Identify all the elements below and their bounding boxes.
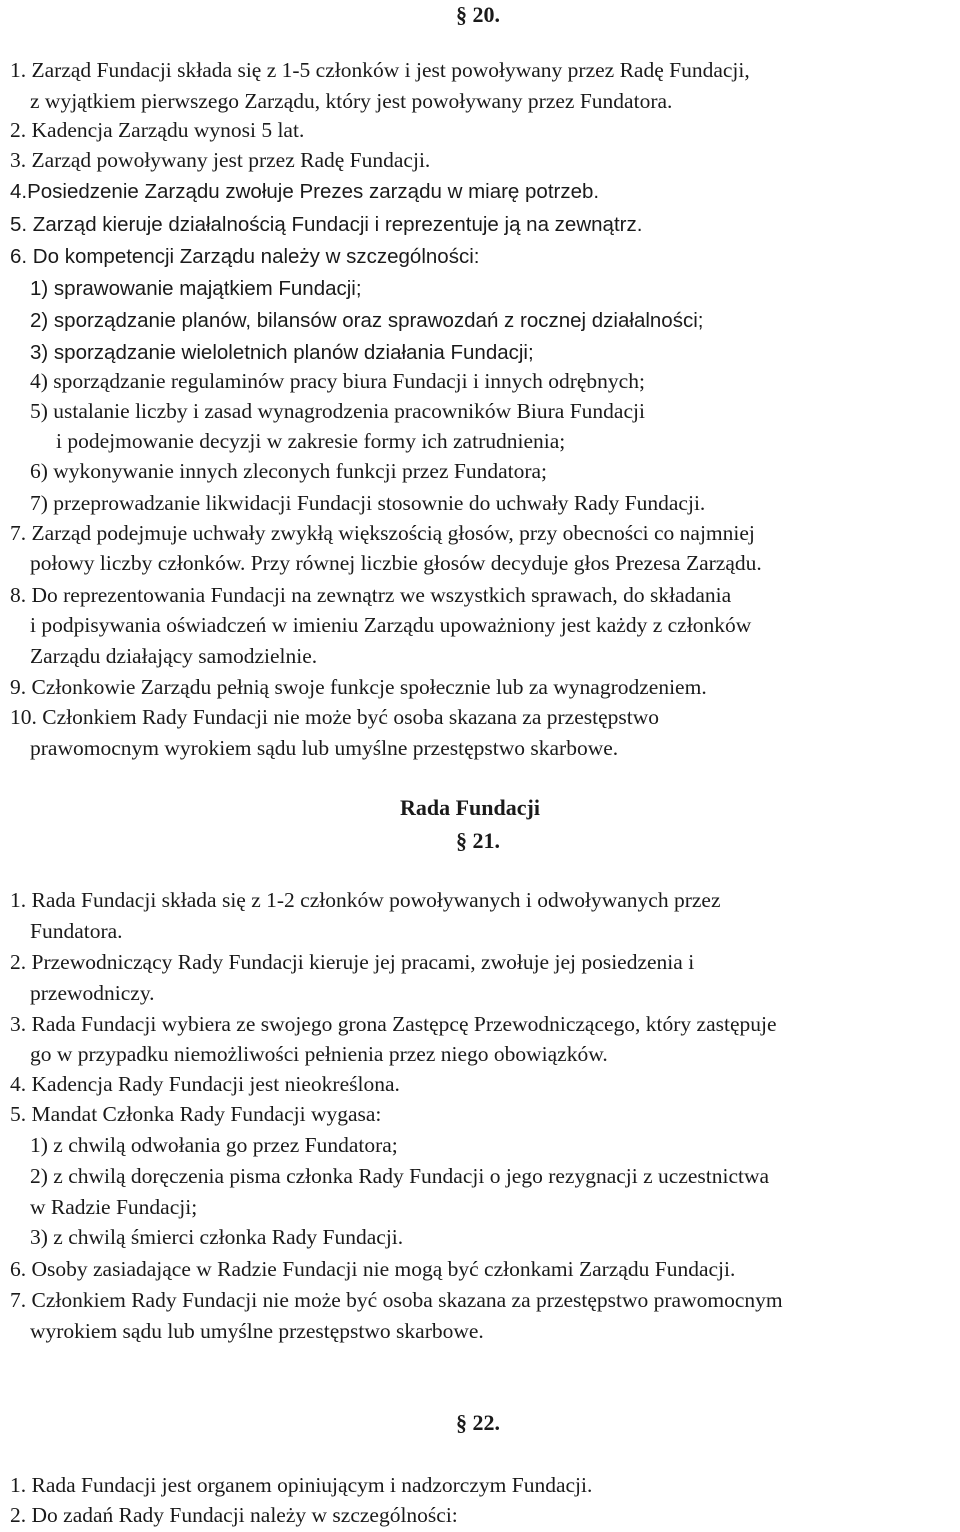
section-heading-20 [456, 2, 500, 28]
text-line: 5) ustalanie liczby i zasad wynagrodzenia pracowników Biura Fundacji [30, 399, 645, 423]
text-line: 6. Do kompetencji Zarządu należy w szczególności: [10, 245, 480, 268]
section-21-label: § 21. [456, 828, 500, 853]
text-line: 1) z chwilą odwołania go przez Fundatora; [30, 1133, 398, 1157]
text-line: 8. Do reprezentowania Fundacji na zewnątrz we wszystkich sprawach, do składania [10, 583, 732, 607]
text-line: 1. Zarząd Fundacji składa się z 1-5 członków i jest powoływany przez Radę Fundacji, [10, 58, 750, 82]
text-line: 2. Do zadań Rady Fundacji należy w szczególności: [10, 1503, 458, 1527]
rada-fundacji-title: Rada Fundacji [400, 795, 540, 820]
text-line: 2) z chwilą doręczenia pisma członka Rady Fundacji o jego rezygnacji z uczestnictwa [30, 1164, 770, 1188]
text-line: połowy liczby członków. Przy równej liczbie głosów decyduje głos Prezesa Zarządu. [30, 551, 762, 575]
text-line: 4) sporządzanie regulaminów pracy biura Fundacji i innych odrębnych; [30, 369, 645, 393]
text-line: 3. Zarząd powoływany jest przez Radę Fundacji. [10, 148, 431, 172]
text-line: 3) z chwilą śmierci członka Rady Fundacji. [30, 1225, 404, 1249]
text-line: go w przypadku niemożliwości pełnienia przez niego obowiązków. [30, 1042, 608, 1066]
text-line: 2) sporządzanie planów, bilansów oraz sprawozdań z rocznej działalności; [30, 309, 704, 332]
text-line: 3) sporządzanie wieloletnich planów działania Fundacji; [30, 341, 534, 364]
text-line: 7) przeprowadzanie likwidacji Fundacji stosownie do uchwały Rady Fundacji. [30, 491, 706, 515]
text-line: 5. Zarząd kieruje działalnością Fundacji i reprezentuje ją na zewnątrz. [10, 213, 643, 236]
text-line: 1. Rada Fundacji składa się z 1-2 członków powoływanych i odwoływanych przez [10, 888, 721, 912]
text-line: 1. Rada Fundacji jest organem opiniującym i nadzorczym Fundacji. [10, 1473, 593, 1497]
section-heading-22 [456, 1410, 500, 1436]
text-line: 3. Rada Fundacji wybiera ze swojego grona Zastępcę Przewodniczącego, który zastępuje [10, 1012, 777, 1036]
text-line: Zarządu działający samodzielnie. [30, 644, 318, 668]
section-20-label: § 20. [456, 2, 500, 27]
text-line: i podpisywania oświadczeń w imieniu Zarządu upoważniony jest każdy z członków [30, 613, 752, 637]
section-22-label: § 22. [456, 1410, 500, 1435]
text-line: 4. Kadencja Rady Fundacji jest nieokreślona. [10, 1072, 400, 1096]
text-line: i podejmowanie decyzji w zakresie formy ich zatrudnienia; [56, 429, 566, 453]
text-line: w Radzie Fundacji; [30, 1195, 198, 1219]
text-line: 7. Członkiem Rady Fundacji nie może być osoba skazana za przestępstwo prawomocnym [10, 1288, 783, 1312]
text-line: przewodniczy. [30, 981, 155, 1005]
text-line: Fundatora. [30, 919, 123, 943]
text-line: 2. Kadencja Zarządu wynosi 5 lat. [10, 118, 305, 142]
text-line: z wyjątkiem pierwszego Zarządu, który jest powoływany przez Fundatora. [30, 89, 673, 113]
text-line: 7. Zarząd podejmuje uchwały zwykłą większością głosów, przy obecności co najmniej [10, 521, 755, 545]
text-line: wyrokiem sądu lub umyślne przestępstwo skarbowe. [30, 1319, 484, 1343]
text-line: 5. Mandat Członka Rady Fundacji wygasa: [10, 1102, 382, 1126]
text-line: 6) wykonywanie innych zleconych funkcji przez Fundatora; [30, 459, 548, 483]
text-line: 6. Osoby zasiadające w Radzie Fundacji nie mogą być członkami Zarządu Fundacji. [10, 1257, 736, 1281]
text-line: prawomocnym wyrokiem sądu lub umyślne przestępstwo skarbowe. [30, 736, 619, 760]
section-heading-21 [456, 828, 500, 854]
text-line: 9. Członkowie Zarządu pełnią swoje funkcje społecznie lub za wynagrodzeniem. [10, 675, 707, 699]
text-line: 4.Posiedzenie Zarządu zwołuje Prezes zarządu w miarę potrzeb. [10, 180, 600, 203]
text-line: 2. Przewodniczący Rady Fundacji kieruje jej pracami, zwołuje jej posiedzenia i [10, 950, 695, 974]
text-line: 1) sprawowanie majątkiem Fundacji; [30, 277, 362, 300]
text-line: 10. Członkiem Rady Fundacji nie może być osoba skazana za przestępstwo [10, 705, 659, 729]
